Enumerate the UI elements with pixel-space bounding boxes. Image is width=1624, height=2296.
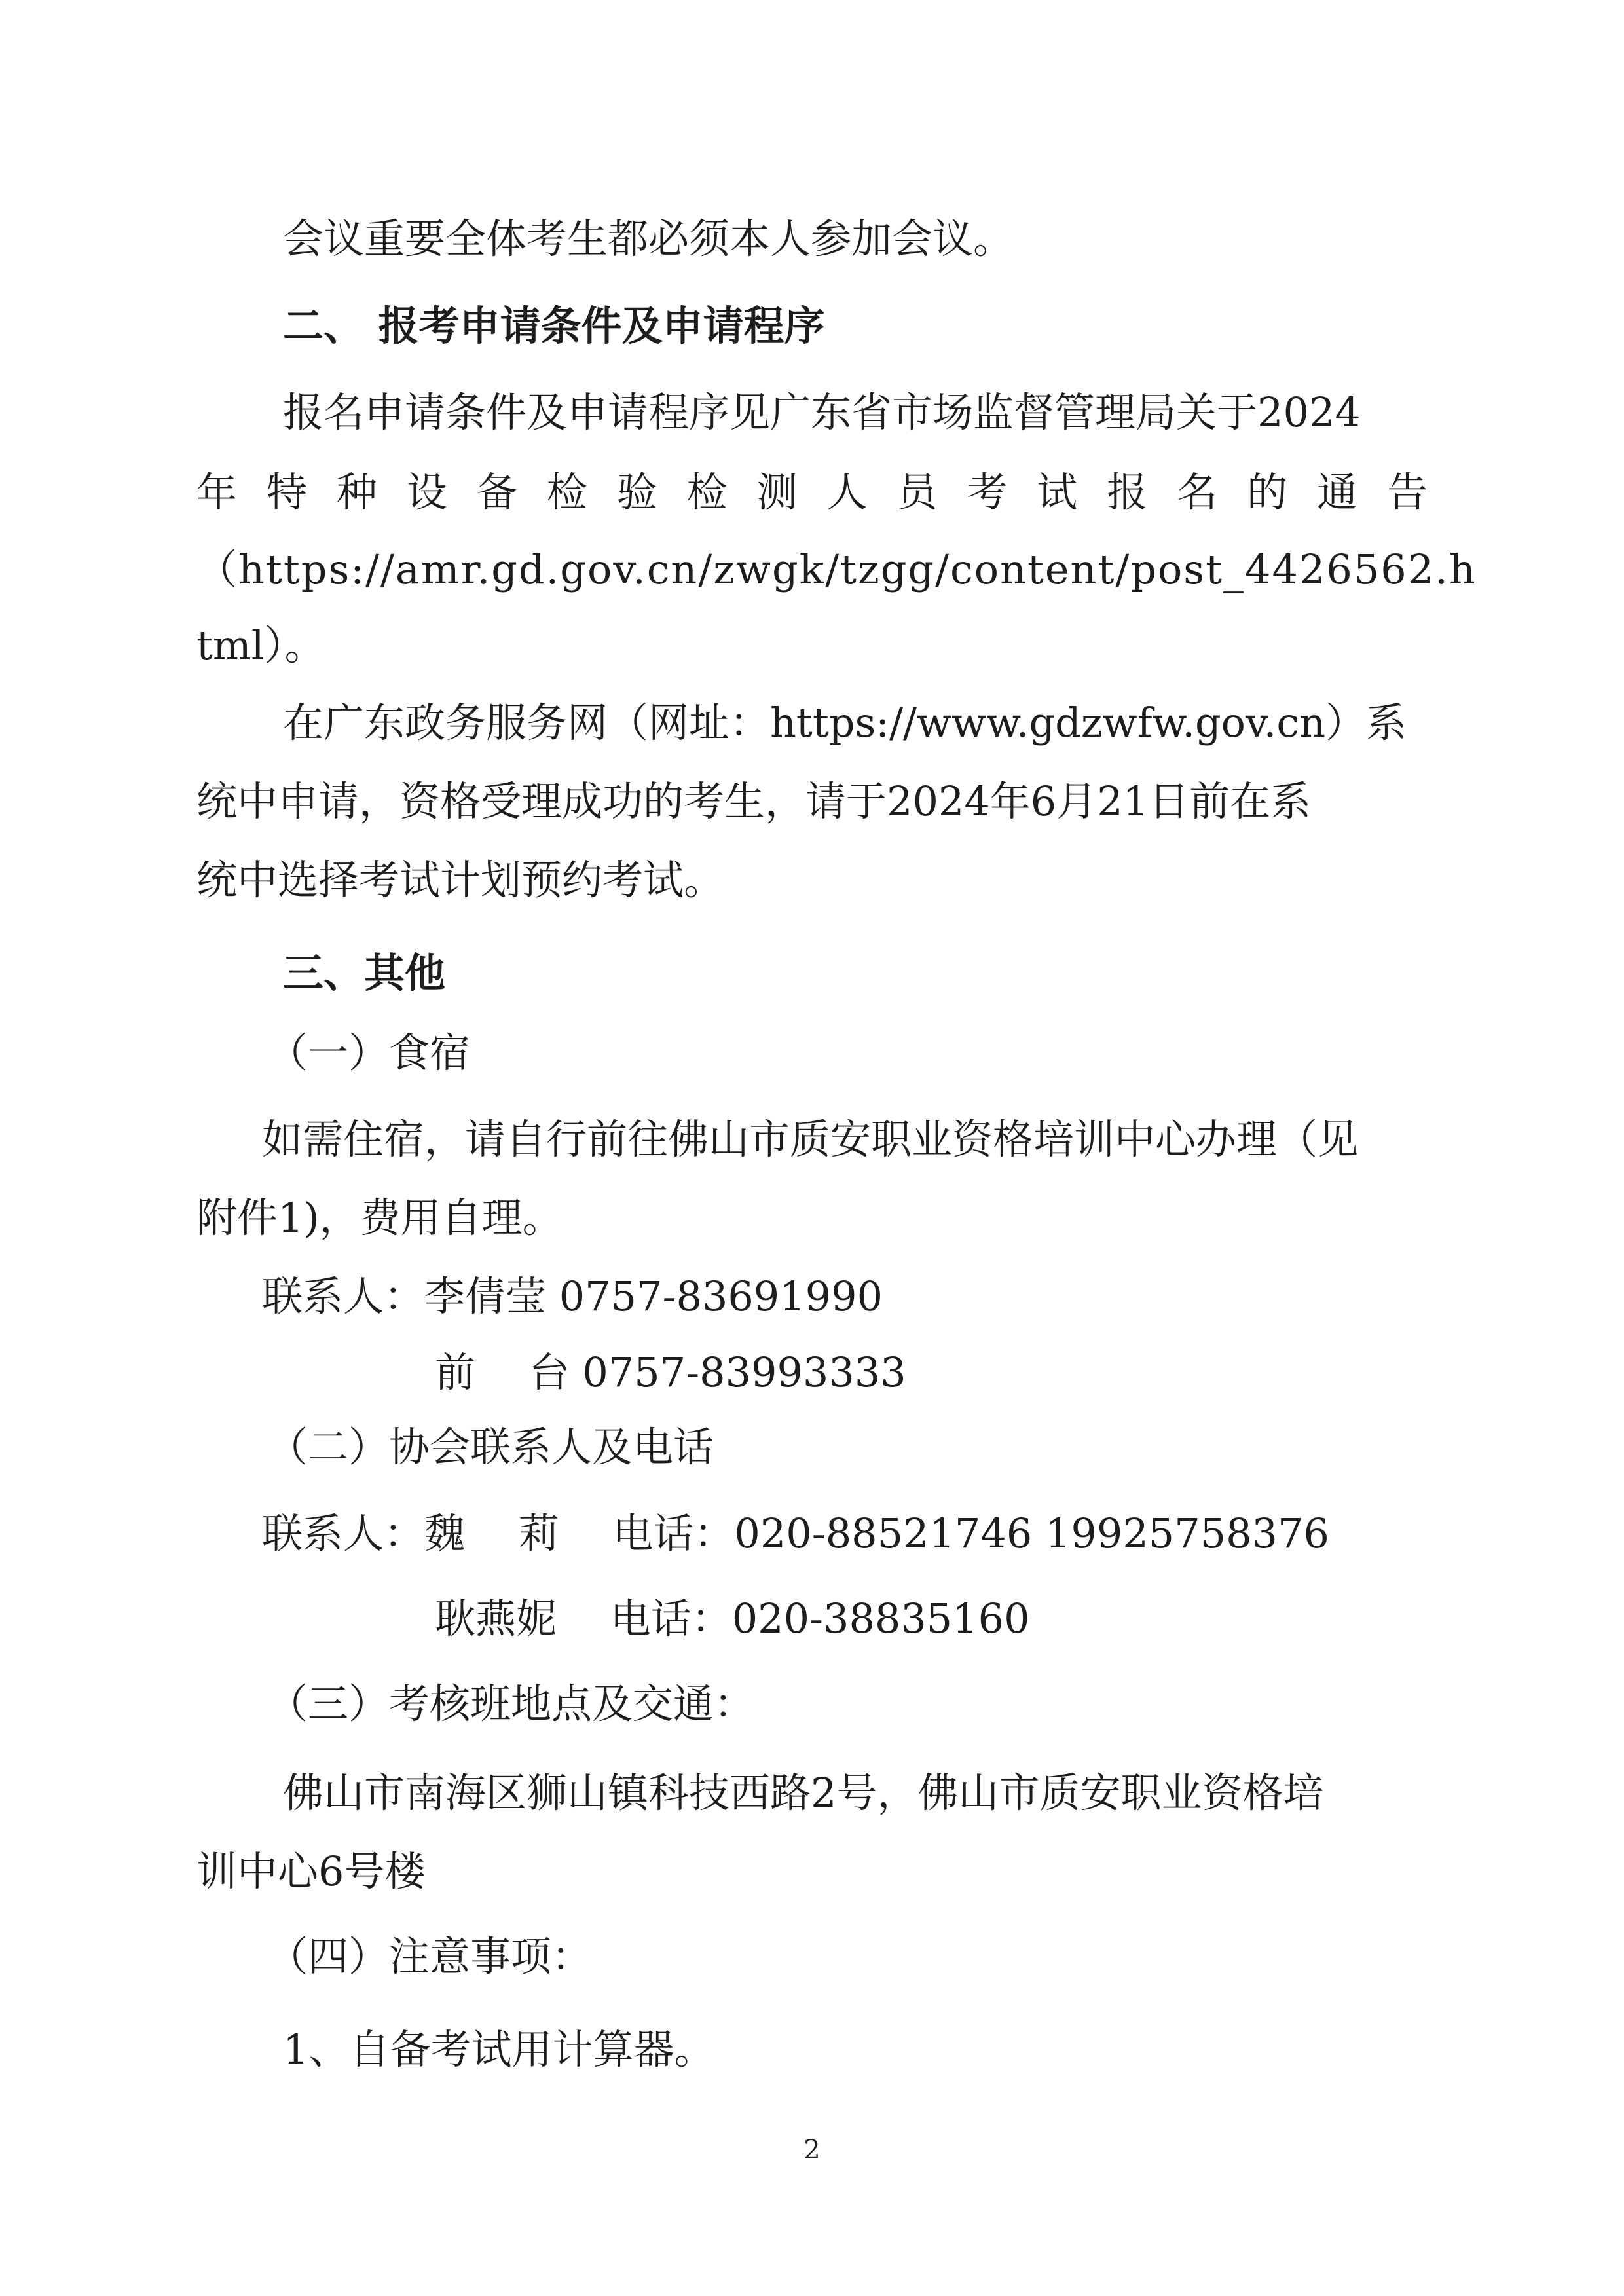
section-heading: 二、 报考申请条件及申请程序 bbox=[283, 302, 825, 350]
paragraph-line: 统中选择考试计划预约考试。 bbox=[196, 856, 725, 904]
contact-line: 联系人：魏 莉 电话：020-88521746 19925758376 bbox=[262, 1509, 1329, 1557]
contact-line: 联系人：李倩莹 0757-83691990 bbox=[262, 1272, 883, 1320]
contact-line: 前 台 0757-83993333 bbox=[435, 1348, 906, 1396]
paragraph-line: 在广东政务服务网（网址：https://www.gdzwfw.gov.cn）系 bbox=[283, 699, 1407, 747]
subsection-heading: （三）考核班地点及交通： bbox=[267, 1680, 755, 1728]
paragraph-line: 年特种设备检验检测人员考试报名的通告 bbox=[196, 468, 1428, 516]
subsection-heading: （二）协会联系人及电话 bbox=[267, 1423, 714, 1471]
page-number: 2 bbox=[803, 2135, 821, 2165]
section-heading: 三、其他 bbox=[283, 949, 446, 997]
paragraph-line: 附件1)，费用自理。 bbox=[196, 1194, 563, 1242]
paragraph-line: 如需住宿，请自行前往佛山市质安职业资格培训中心办理（见 bbox=[262, 1115, 1359, 1163]
url-line: （https://amr.gd.gov.cn/zwgk/tzgg/content/post_4426562.h bbox=[196, 546, 1477, 593]
paragraph-line: 报名申请条件及申请程序见广东省市场监督管理局关于2024 bbox=[283, 388, 1361, 436]
paragraph-line: 佛山市南海区狮山镇科技西路2号，佛山市质安职业资格培 bbox=[283, 1769, 1324, 1817]
subsection-heading: （四）注意事项： bbox=[267, 1933, 593, 1980]
subsection-heading: （一）食宿 bbox=[267, 1029, 471, 1077]
paragraph-line: 训中心6号楼 bbox=[196, 1847, 426, 1895]
paragraph-line: tml）。 bbox=[196, 621, 325, 669]
list-item: 1、自备考试用计算器。 bbox=[283, 2026, 715, 2073]
contact-line: 耿燕妮 电话：020-38835160 bbox=[435, 1595, 1030, 1642]
paragraph-line: 统中申请，资格受理成功的考生，请于2024年6月21日前在系 bbox=[196, 777, 1312, 825]
paragraph-line: 会议重要全体考生都必须本人参加会议。 bbox=[283, 215, 1014, 263]
